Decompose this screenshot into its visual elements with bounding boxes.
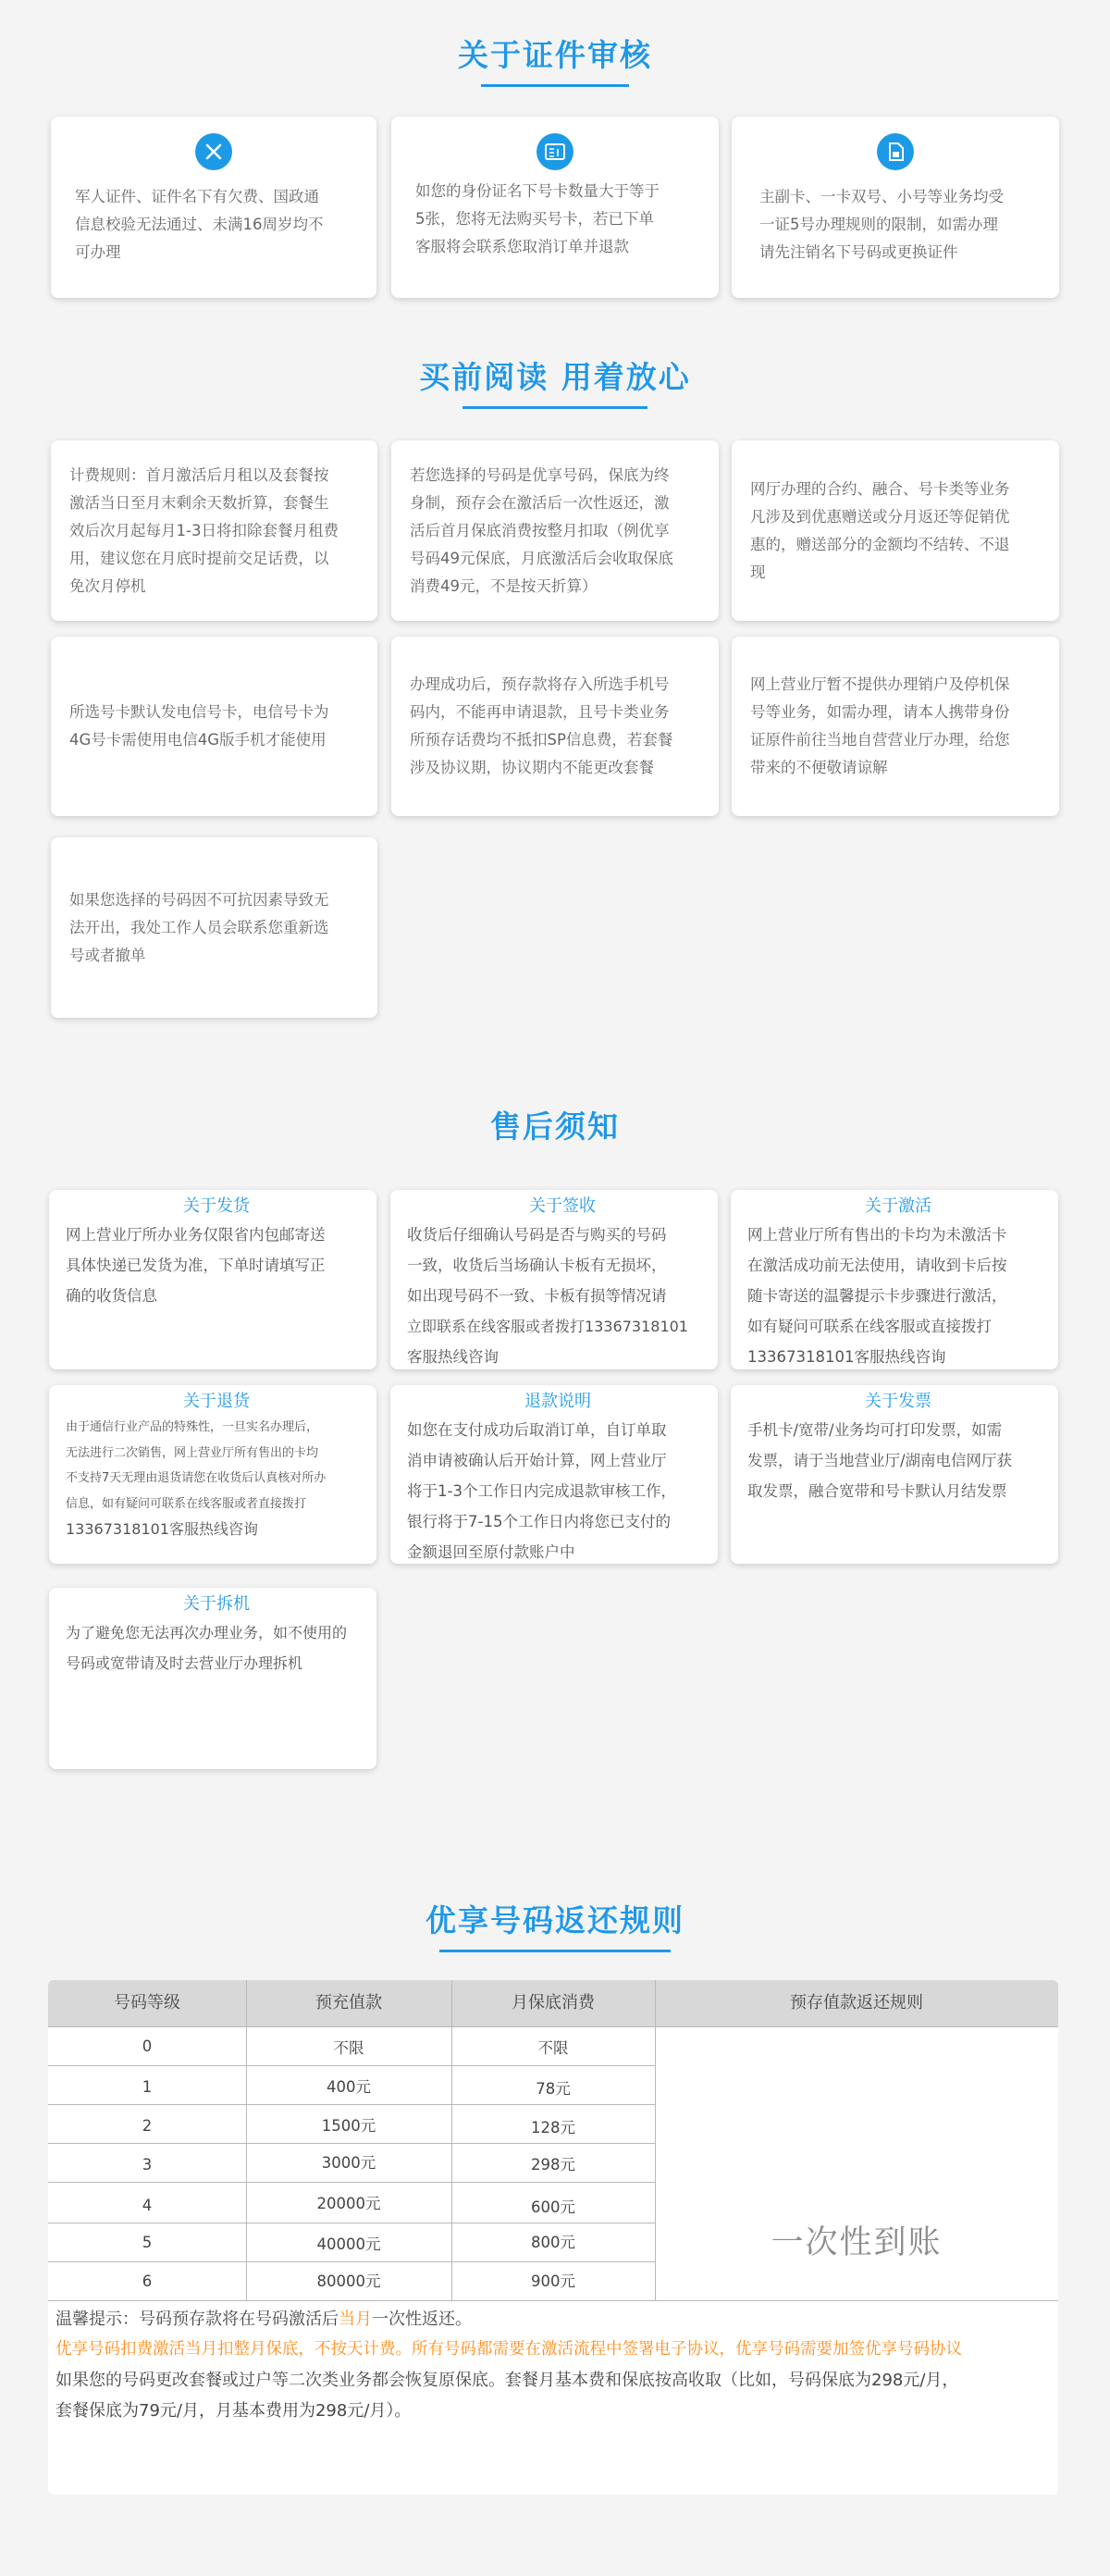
read-card-6-text: 网上营业厅暂不提供办理销户及停机保 号等业务，如需办理，请本人携带身份 证原件前往当地自营营业厅办理，给您 带来的不便敬请谅解: [750, 675, 1010, 776]
section-title-after: [0, 1103, 1110, 1146]
table-divider: [48, 2182, 655, 2183]
read-card-2: [391, 440, 719, 621]
after-card-text: 收货后仔细确认号码是否与购买的号码 一致，收货后当场确认卡板有无损坏， 如出现号码不一致、卡板有损等情况请 立即联系在线客服或者拨打13367318101 客服热线咨询: [407, 1226, 688, 1366]
section-title-cert: [0, 31, 1110, 87]
section-title-cert-text: 关于证件审核: [458, 37, 652, 73]
section-title-after-text: 售后须知: [490, 1108, 620, 1145]
section-title-rules-text: 优享号码返还规则: [426, 1902, 684, 1938]
after-card-return: [49, 1385, 376, 1564]
after-card-title: 关于发货: [183, 1196, 250, 1216]
title-underline: [481, 84, 629, 87]
after-card-title: 关于拆机: [183, 1594, 250, 1614]
header-prepaid: 预充值款: [315, 1993, 382, 2012]
table-divider: [48, 2104, 655, 2105]
table-header: [48, 1980, 1058, 2026]
after-card-title: 关于发票: [865, 1392, 931, 1411]
read-card-4-text: 所选号卡默认发电信号卡，电信号卡为 4G号卡需使用电信4G版手机才能使用: [69, 703, 329, 749]
table-divider: [48, 2300, 1058, 2301]
table-divider: [48, 2261, 655, 2262]
cert-card-3: [732, 117, 1059, 298]
section-title-read-text: 买前阅读 用着放心: [419, 359, 691, 395]
table-divider: [48, 2026, 1058, 2027]
sim-card-icon: [877, 133, 914, 170]
after-card-refund: [390, 1385, 718, 1564]
return-rules-table: 号码等级 预充值款 月保底消费 预存值款返还规则 0 不限 不限 1 400元 78元 2 1500元 128元 3 3000元 298元 4 20000元 600元 5 40000元 800元 6 80000元 900元 一次性到账 温馨提示：号码预存款将在号码激活后当月一次性返还。 优享号码扣费激活当月扣整月保底，不按天计费。所有号码都需要在激活流程中签署电子协议，优享号码需要加签优享号码协议 如果您的号码更改套餐或过户等二次类业务都会恢复原保底。套餐月基本费和保底按高收取（比如，号码保底为298元/月， 套餐保底为79元/月，月基本费用为298元/月）。: [48, 1980, 1058, 2495]
after-card-title: 退款说明: [524, 1392, 591, 1411]
after-card-activation: [731, 1190, 1058, 1369]
section-title-rules: [0, 1897, 1110, 1952]
table-divider: [48, 2065, 655, 2066]
read-card-5-text: 办理成功后，预存款将存入所选手机号 码内，不能再申请退款，且号卡类业务 所预存话费均不抵扣SP信息费，若套餐 涉及协议期，协议期内不能更改套餐: [410, 675, 673, 776]
cert-card-2-text: 如您的身份证名下号卡数量大于等于 5张，您将无法购买号卡，若已下单 客服将会联系您取消订单并退款: [415, 182, 660, 255]
note-line-2: 优享号码扣费激活当月扣整月保底，不按天计费。所有号码都需要在激活流程中签署电子协议，优享号码需要加签优享号码协议: [56, 2340, 962, 2359]
read-card-3: [732, 440, 1059, 621]
cert-card-3-text: 主副卡、一卡双号、小号等业务均受 一证5号办理规则的限制，如需办理 请先注销名下号码或更换证件: [759, 188, 1004, 261]
read-card-1: [51, 440, 377, 621]
after-card-title: 关于退货: [183, 1392, 250, 1411]
read-card-3-text: 网厅办理的合约、融合、号卡类等业务 凡涉及到优惠赠送或分月返还等促销优 惠的，赠送部分的金额均不结转、不退 现: [750, 479, 1010, 581]
read-card-4: [51, 637, 377, 816]
cert-card-1-text: 军人证件、证件名下有欠费、国政通 信息校验无法通过、未满16周岁均不 可办理: [75, 188, 324, 261]
after-card-receipt: [390, 1190, 718, 1369]
after-card-invoice: [731, 1385, 1058, 1564]
after-card-text: 网上营业厅所办业务仅限省内包邮寄送 具体快递已发货为准，下单时请填写正 确的收货信息: [66, 1226, 326, 1305]
after-card-dismantle: [49, 1588, 376, 1769]
note-line-1: 温馨提示：号码预存款将在号码激活后当月一次性返还。: [56, 2310, 472, 2329]
section-title-read: [0, 353, 1110, 409]
read-card-6: [732, 637, 1059, 816]
after-card-delivery: [49, 1190, 376, 1369]
header-return-rule: 预存值款返还规则: [790, 1993, 923, 2012]
note-line-4: 套餐保底为79元/月，月基本费用为298元/月）。: [56, 2401, 412, 2421]
close-icon: [195, 133, 232, 170]
after-card-text: 手机卡/宽带/业务均可打印发票，如需 发票，请于当地营业厅/湖南电信网厅获 取发票，融合宽带和号卡默认月结发票: [747, 1421, 1013, 1500]
read-card-2-text: 若您选择的号码是优享号码，保底为终 身制，预存会在激活后一次性返还，激 活后首月保底消费按整月扣取（例优享 号码49元保底，月底激活后会收取保底 消费49元，不是按天折算）: [410, 465, 673, 595]
after-card-text: 如您在支付成功后取消订单，自订单取 消申请被确认后开始计算，网上营业厅 将于1-3个工作日内完成退款审核工作， 银行将于7-15个工作日内将您已支付的 金额退回至原付款账户中: [407, 1421, 676, 1561]
notes: [56, 2304, 1054, 2426]
read-card-7-text: 如果您选择的号码因不可抗因素导致无 法开出，我处工作人员会联系您重新选 号或者撤单: [69, 890, 329, 964]
read-card-5: [391, 637, 719, 816]
note-line-3: 如果您的号码更改套餐或过户等二次类业务都会恢复原保底。套餐月基本费和保底按高收取（比如，号码保底为298元/月，: [56, 2371, 959, 2390]
after-card-text: 网上营业厅所有售出的卡均为未激活卡 在激活成功前无法使用，请收到卡后按 随卡寄送的温馨提示卡步骤进行激活， 如有疑问可联系在线客服或直接拨打 13367318101客服热线咨询: [747, 1226, 1007, 1366]
table-divider: [451, 1980, 452, 2300]
read-card-1-text: 计费规则：首月激活后月租以及套餐按 激活当日至月末剩余天数折算，套餐生 效后次月起每月1-3日将扣除套餐月租费 用，建议您在月底时提前交足话费，以 免次月停机: [69, 465, 339, 595]
merged-rule-cell: 一次性到账: [771, 2224, 943, 2261]
table-divider: [48, 2143, 655, 2144]
cert-card-1: [51, 117, 376, 298]
cert-card-2: [391, 117, 719, 298]
title-underline: [439, 1950, 671, 1952]
after-card-title: 关于激活: [865, 1196, 931, 1216]
after-card-title: 关于签收: [529, 1196, 596, 1216]
title-underline: [462, 406, 648, 409]
header-level: 号码等级: [114, 1993, 180, 2012]
header-min-spend: 月保底消费: [512, 1993, 595, 2012]
id-card-icon: [536, 133, 574, 170]
read-card-7: [51, 837, 377, 1018]
after-card-text: 由于通信行业产品的特殊性，一旦实名办理后， 无法进行二次销售，网上营业厅所有售出的卡均 不支持7天无理由退货请您在收货后认真核对所办 信息，如有疑问可联系在线客服或者直接拨打 13367318101客服热线咨询: [66, 1420, 327, 1538]
after-card-text: 为了避免您无法再次办理业务，如不使用的 号码或宽带请及时去营业厅办理拆机: [66, 1624, 348, 1672]
